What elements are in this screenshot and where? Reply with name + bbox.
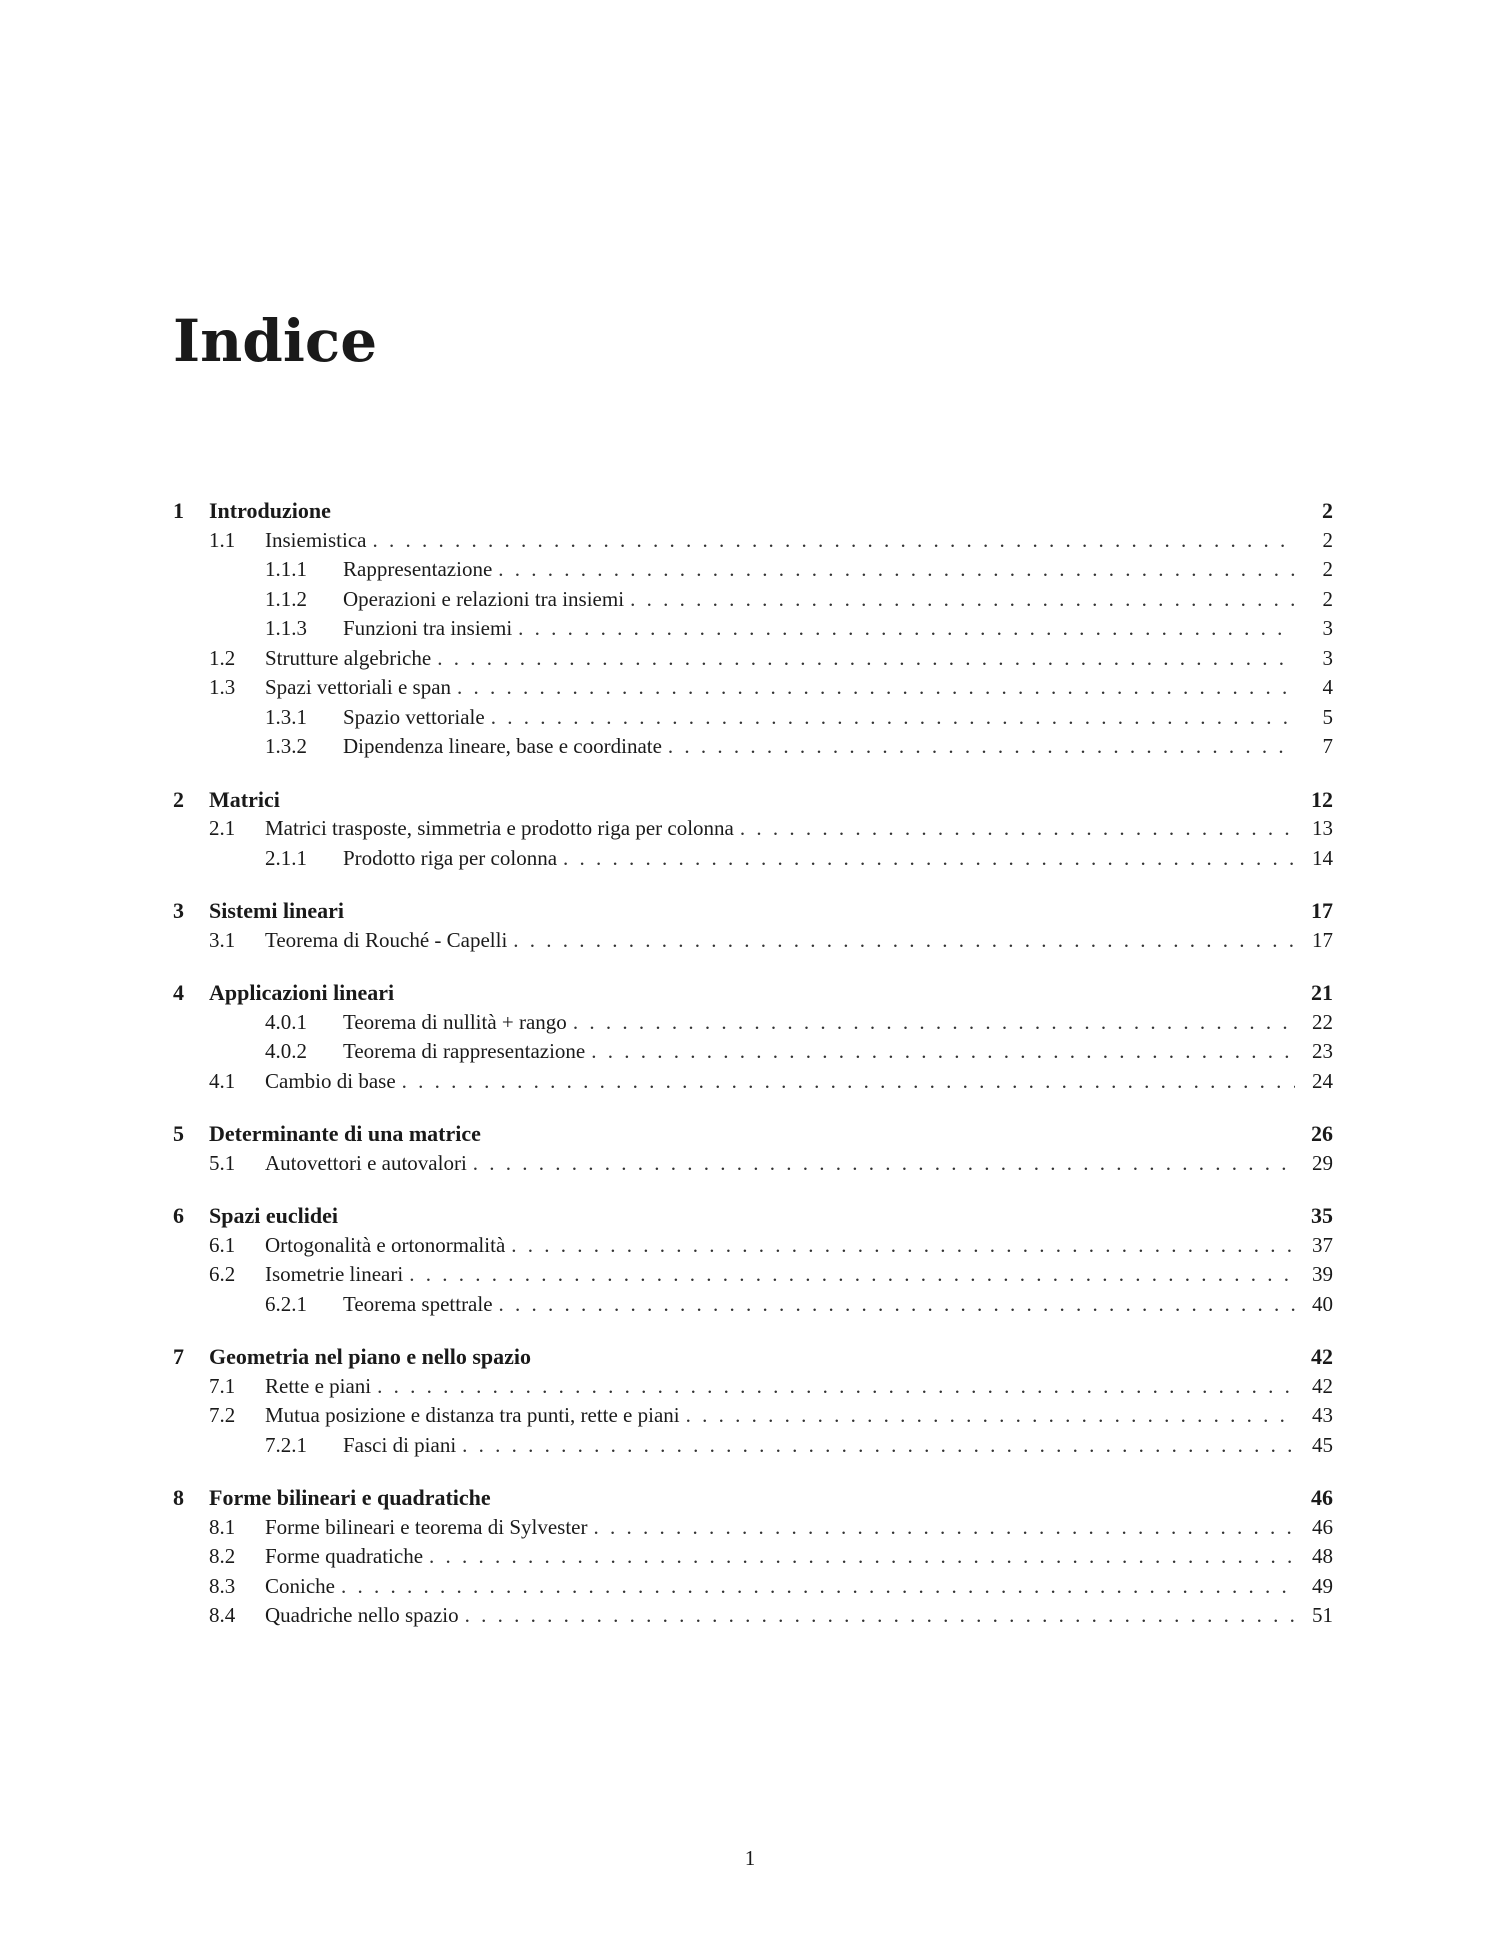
entry-page: 23 <box>1312 1039 1333 1063</box>
leader-dots <box>372 526 1295 556</box>
leader-dots <box>457 673 1295 703</box>
entry-number: 8.3 <box>209 1573 236 1598</box>
entry-title: Forme quadratiche <box>265 1544 424 1568</box>
toc-chapter <box>173 1342 1333 1460</box>
entry-number: 4.0.2 <box>265 1039 307 1063</box>
entry-page: 29 <box>1312 1150 1333 1175</box>
entry-number: 7.2.1 <box>265 1432 307 1457</box>
toc-subsection-entry[interactable] <box>173 844 1333 874</box>
chapter-number: 5 <box>173 1121 184 1146</box>
leader-dots <box>573 1008 1295 1038</box>
entry-title: Ortogonalità e ortonormalità <box>265 1232 506 1257</box>
entry-title: Funzioni tra insiemi <box>343 616 513 640</box>
toc-chapter <box>173 785 1333 874</box>
entry-title: Autovettori e autovalori <box>265 1150 467 1175</box>
chapter-page: 2 <box>1322 498 1333 523</box>
toc-subsection-entry[interactable] <box>173 732 1333 762</box>
chapter-number: 8 <box>173 1485 184 1510</box>
entry-number: 7.1 <box>209 1373 236 1398</box>
toc-section-entry[interactable] <box>173 1067 1333 1097</box>
leader-dots <box>668 732 1295 762</box>
entry-page: 4 <box>1322 675 1333 699</box>
toc-section-entry[interactable] <box>173 1572 1333 1602</box>
entry-page: 39 <box>1312 1262 1333 1286</box>
entry-page: 48 <box>1312 1544 1333 1568</box>
leader-dots <box>563 844 1295 874</box>
leader-dots <box>491 703 1295 733</box>
entry-page: 5 <box>1322 704 1333 729</box>
entry-title: Isometrie lineari <box>265 1262 404 1286</box>
entry-number: 8.1 <box>209 1514 236 1539</box>
toc-chapter-entry[interactable] <box>173 1119 1333 1149</box>
toc-section-entry[interactable] <box>173 926 1333 956</box>
entry-page: 45 <box>1312 1432 1333 1457</box>
chapter-number: 4 <box>173 980 184 1005</box>
entry-title: Quadriche nello spazio <box>265 1603 459 1627</box>
toc-subsection-entry[interactable] <box>173 703 1333 733</box>
toc-section-entry[interactable] <box>173 1372 1333 1402</box>
leader-dots <box>409 1260 1295 1290</box>
entry-title: Spazio vettoriale <box>343 704 485 729</box>
entry-number: 3.1 <box>209 927 236 952</box>
leader-dots <box>740 814 1295 844</box>
toc-chapter-entry[interactable] <box>173 896 1333 926</box>
entry-number: 6.2 <box>209 1262 236 1286</box>
toc-section-entry[interactable] <box>173 644 1333 674</box>
chapter-page: 35 <box>1311 1203 1333 1228</box>
toc-chapter <box>173 978 1333 1096</box>
toc-chapter-entry[interactable] <box>173 1483 1333 1513</box>
leader-dots <box>594 1513 1296 1543</box>
toc-chapter-entry[interactable] <box>173 496 1333 526</box>
entry-title: Matrici trasposte, simmetria e prodotto riga per colonna <box>265 816 734 840</box>
entry-title: Strutture algebriche <box>265 645 432 670</box>
chapter-title: Geometria nel piano e nello spazio <box>209 1344 532 1369</box>
toc-section-entry[interactable] <box>173 1231 1333 1261</box>
toc-chapter-entry[interactable] <box>173 1342 1333 1372</box>
entry-number: 7.2 <box>209 1403 236 1427</box>
entry-title: Operazioni e relazioni tra insiemi <box>343 586 625 611</box>
entry-page: 24 <box>1312 1068 1333 1093</box>
chapter-number: 7 <box>173 1344 184 1369</box>
chapter-page: 42 <box>1311 1344 1333 1369</box>
entry-title: Rette e piani <box>265 1373 372 1398</box>
entry-number: 2.1 <box>209 816 236 840</box>
entry-page: 3 <box>1322 616 1333 640</box>
toc-subsection-entry[interactable] <box>173 1037 1333 1067</box>
toc-chapter <box>173 1483 1333 1631</box>
leader-dots <box>498 555 1295 585</box>
chapter-page: 46 <box>1311 1485 1333 1510</box>
chapter-title: Determinante di una matrice <box>209 1121 481 1146</box>
toc-chapter-entry[interactable] <box>173 785 1333 815</box>
chapter-title: Applicazioni lineari <box>209 980 395 1005</box>
entry-page: 13 <box>1312 816 1333 840</box>
entry-page: 42 <box>1312 1373 1333 1398</box>
entry-title: Prodotto riga per colonna <box>343 845 558 870</box>
table-of-contents <box>173 496 1333 1654</box>
entry-page: 14 <box>1312 845 1333 870</box>
entry-page: 46 <box>1312 1514 1333 1539</box>
entry-page: 37 <box>1312 1232 1333 1257</box>
toc-chapter <box>173 896 1333 955</box>
entry-page: 49 <box>1312 1573 1333 1598</box>
entry-title: Teorema di Rouché - Capelli <box>265 927 508 952</box>
leader-dots <box>465 1601 1295 1631</box>
chapter-title: Sistemi lineari <box>209 898 345 923</box>
leader-dots <box>513 926 1295 956</box>
entry-title: Cambio di base <box>265 1068 396 1093</box>
entry-title: Mutua posizione e distanza tra punti, rette e piani <box>265 1403 680 1427</box>
toc-section-entry[interactable] <box>173 814 1333 844</box>
toc-subsection-entry[interactable] <box>173 614 1333 644</box>
leader-dots <box>402 1067 1295 1097</box>
entry-title: Fasci di piani <box>343 1432 457 1457</box>
entry-page: 43 <box>1312 1403 1333 1427</box>
entry-number: 4.1 <box>209 1068 236 1093</box>
toc-subsection-entry[interactable] <box>173 1008 1333 1038</box>
toc-section-entry[interactable] <box>173 1260 1333 1290</box>
entry-number: 6.2.1 <box>265 1291 307 1316</box>
entry-title: Teorema spettrale <box>343 1291 493 1316</box>
leader-dots <box>437 644 1295 674</box>
entry-page: 2 <box>1322 586 1333 611</box>
entry-page: 40 <box>1312 1291 1333 1316</box>
toc-subsection-entry[interactable] <box>173 555 1333 585</box>
leader-dots <box>377 1372 1295 1402</box>
entry-number: 8.4 <box>209 1603 236 1627</box>
toc-section-entry[interactable] <box>173 1513 1333 1543</box>
entry-page: 22 <box>1312 1009 1333 1034</box>
leader-dots <box>462 1431 1295 1461</box>
leader-dots <box>429 1542 1295 1572</box>
toc-subsection-entry[interactable] <box>173 585 1333 615</box>
toc-chapter <box>173 496 1333 762</box>
toc-section-entry[interactable] <box>173 673 1333 703</box>
toc-chapter-entry[interactable] <box>173 1201 1333 1231</box>
entry-page: 3 <box>1322 645 1333 670</box>
entry-number: 6.1 <box>209 1232 236 1257</box>
toc-section-entry[interactable] <box>173 1542 1333 1572</box>
chapter-title: Forme bilineari e quadratiche <box>209 1485 491 1510</box>
entry-page: 51 <box>1312 1603 1333 1627</box>
leader-dots <box>473 1149 1295 1179</box>
chapter-number: 3 <box>173 898 184 923</box>
entry-number: 1.1.3 <box>265 616 307 640</box>
entry-number: 1.1.1 <box>265 557 307 581</box>
entry-number: 8.2 <box>209 1544 236 1568</box>
leader-dots <box>630 585 1295 615</box>
entry-title: Spazi vettoriali e span <box>265 675 452 699</box>
chapter-number: 1 <box>173 498 184 523</box>
toc-section-entry[interactable] <box>173 1149 1333 1179</box>
toc-chapter-entry[interactable] <box>173 978 1333 1008</box>
toc-chapter <box>173 1201 1333 1319</box>
entry-number: 1.3.2 <box>265 734 307 758</box>
entry-title: Rappresentazione <box>343 557 493 581</box>
entry-title: Dipendenza lineare, base e coordinate <box>343 734 662 758</box>
toc-section-entry[interactable] <box>173 1601 1333 1631</box>
leader-dots <box>499 1290 1295 1320</box>
leader-dots <box>591 1037 1295 1067</box>
chapter-page: 17 <box>1311 898 1333 923</box>
entry-number: 5.1 <box>209 1150 236 1175</box>
toc-section-entry[interactable] <box>173 1401 1333 1431</box>
leader-dots <box>686 1401 1295 1431</box>
entry-number: 1.1 <box>209 527 236 552</box>
entry-number: 2.1.1 <box>265 845 307 870</box>
entry-title: Teorema di rappresentazione <box>343 1039 586 1063</box>
page-number: 1 <box>744 1846 756 1870</box>
toc-subsection-entry[interactable] <box>173 1290 1333 1320</box>
entry-page: 2 <box>1322 527 1333 552</box>
chapter-page: 21 <box>1311 980 1333 1005</box>
leader-dots <box>341 1572 1295 1602</box>
chapter-page: 12 <box>1311 786 1333 812</box>
chapter-title: Matrici <box>209 786 280 812</box>
entry-page: 7 <box>1322 734 1333 758</box>
entry-number: 1.3.1 <box>265 704 307 729</box>
leader-dots <box>518 614 1295 644</box>
page-title: Indice <box>173 307 378 375</box>
chapter-title: Introduzione <box>209 498 331 523</box>
entry-number: 1.3 <box>209 675 236 699</box>
entry-number: 1.1.2 <box>265 586 307 611</box>
entry-title: Teorema di nullità + rango <box>343 1009 567 1034</box>
entry-number: 4.0.1 <box>265 1009 307 1034</box>
chapter-page: 26 <box>1311 1121 1333 1146</box>
entry-page: 17 <box>1312 927 1333 952</box>
leader-dots <box>511 1231 1295 1261</box>
chapter-number: 2 <box>173 786 184 812</box>
entry-title: Insiemistica <box>265 527 367 552</box>
chapter-number: 6 <box>173 1203 184 1228</box>
entry-number: 1.2 <box>209 645 236 670</box>
chapter-title: Spazi euclidei <box>209 1203 338 1228</box>
toc-section-entry[interactable] <box>173 526 1333 556</box>
entry-title: Coniche <box>265 1573 335 1598</box>
toc-chapter <box>173 1119 1333 1178</box>
entry-page: 2 <box>1322 557 1333 581</box>
entry-title: Forme bilineari e teorema di Sylvester <box>265 1514 588 1539</box>
toc-subsection-entry[interactable] <box>173 1431 1333 1461</box>
